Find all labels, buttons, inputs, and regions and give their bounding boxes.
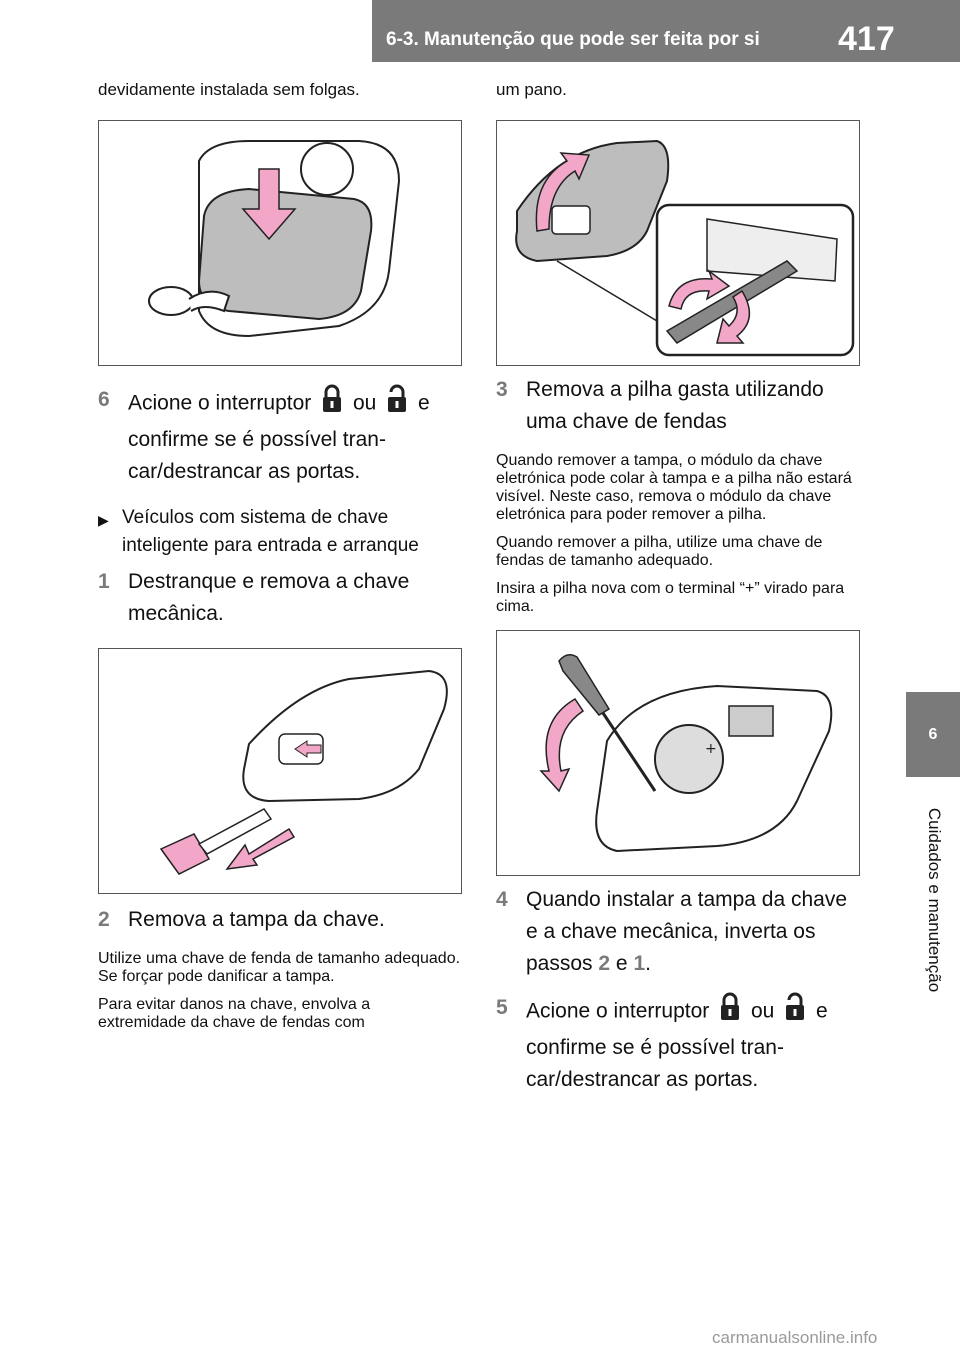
remove-cover-illustration (497, 121, 859, 365)
note-wrap-cloth: Para evitar danos na chave, envolva a extremidade da chave de fendas com (98, 996, 371, 1031)
chapter-label: Cuidados e manutenção (925, 807, 944, 993)
figure-battery-removal (496, 630, 860, 876)
chapter-tab[interactable]: 6 (906, 692, 960, 777)
unlock-icon (386, 384, 408, 424)
step-number: 1 (98, 570, 110, 593)
page-header (0, 0, 960, 70)
step-ref-1: 1 (633, 952, 646, 975)
right-column (496, 80, 860, 1096)
figure-key-cover-install (98, 120, 462, 366)
step-number: 6 (98, 388, 110, 411)
section-title: 6-3. Manutenção que pode ser feita por si (386, 29, 760, 50)
step-3 (496, 374, 860, 438)
intro-text: um pano. (496, 80, 567, 99)
step-1-text: Destranque e remova a chave mecânica. (128, 570, 410, 625)
lock-icon (719, 992, 741, 1032)
battery-removal-illustration (497, 631, 859, 875)
page-number: 417 (838, 20, 895, 58)
bullet-smart-key (98, 504, 462, 560)
triangle-bullet-icon: ▶ (98, 512, 109, 528)
step-4-text-a: Quando instalar a tampa da chave e a chave mecânica, inverta os passos (526, 888, 848, 975)
step-6-text-e: e (418, 391, 430, 415)
step-number: 4 (496, 888, 508, 911)
step-4 (496, 884, 860, 980)
step-ref-2: 2 (598, 952, 611, 975)
key-cover-illustration (99, 121, 461, 365)
note-screwdriver-size: Quando remover a pilha, utilize uma chave de fendas de tamanho adequado. (496, 534, 823, 569)
unlock-icon (784, 992, 806, 1032)
step-5-text-b: confirme se é possível tran-car/destrancar as portas. (526, 1036, 784, 1091)
step-5-text-or: ou (750, 999, 775, 1023)
step-number: 3 (496, 378, 508, 401)
mechanical-key-illustration (99, 649, 461, 893)
step-6-text-or: ou (352, 391, 377, 415)
step-number: 2 (98, 908, 110, 931)
step-6-text-b: confirme se é possível tran-car/destrancar as portas. (128, 428, 386, 483)
step-5-text-e: e (816, 999, 828, 1023)
step-4-text-e: e (615, 952, 628, 975)
intro-text: devidamente instalada sem folgas. (98, 80, 360, 99)
note-screwdriver-size: Utilize uma chave de fenda de tamanho adequado. Se forçar pode danificar a tampa. (98, 950, 461, 985)
step-2-text: Remova a tampa da chave. (128, 908, 385, 931)
step-6 (98, 384, 462, 488)
figure-remove-cover (496, 120, 860, 366)
step-5 (496, 992, 860, 1096)
note-module-stuck: Quando remover a tampa, o módulo da chave eletrónica pode colar à tampa e a pilha não estará visível. Neste caso, remova o módulo da chave eletrónica para poder remover a pilha. (496, 452, 852, 523)
watermark: carmanualsonline.info (712, 1328, 878, 1347)
step-6-text-a: Acione o interruptor (128, 391, 312, 415)
step-2 (98, 904, 462, 936)
step-3-text: Remova a pilha gasta utilizando uma chave de fendas (526, 378, 824, 433)
bullet-text: Veículos com sistema de chave inteligente para entrada e arranque (122, 507, 419, 556)
left-column (98, 80, 462, 1042)
step-number: 5 (496, 996, 508, 1019)
svg-text:+: + (705, 741, 717, 757)
step-1 (98, 566, 462, 630)
step-4-text-end: . (645, 952, 651, 975)
lock-icon (321, 384, 343, 424)
note-battery-orientation: Insira a pilha nova com o terminal “+” virado para cima. (496, 580, 845, 615)
step-5-text-a: Acione o interruptor (526, 999, 710, 1023)
figure-mechanical-key (98, 648, 462, 894)
